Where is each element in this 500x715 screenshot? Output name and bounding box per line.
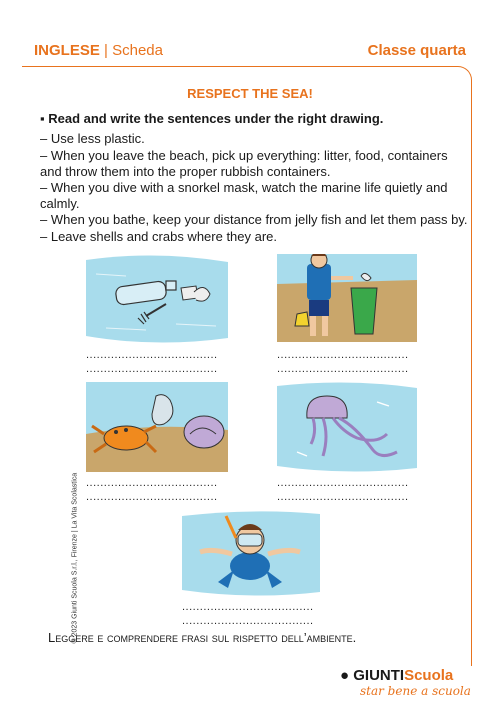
grade-label: Classe quarta (367, 42, 466, 59)
answer-line-3a[interactable]: ..................................... (86, 477, 218, 489)
answer-line-3b[interactable]: ..................................... (86, 491, 218, 503)
copyright-notice: © 2023 Giunti Scuola S.r.l., Firenze | La Vita Scolastica (71, 472, 79, 644)
plastic-drawing (86, 254, 228, 344)
answer-line-1a[interactable]: ..................................... (86, 349, 218, 361)
answer-line-2a[interactable]: ..................................... (277, 349, 409, 361)
sentence-4: – When you bathe, keep your distance from jelly fish and let them pass by. (40, 212, 468, 227)
sentence-1: – Use less plastic. (40, 131, 145, 146)
answer-line-5b[interactable]: ..................................... (182, 615, 314, 627)
header-separator: | (104, 42, 108, 59)
logo-icon: ● (340, 667, 350, 684)
answer-line-4a[interactable]: ..................................... (277, 477, 409, 489)
logo-name-b: Scuola (404, 667, 454, 684)
answer-line-1b[interactable]: ..................................... (86, 363, 218, 375)
subject-label: INGLESE (34, 42, 100, 59)
logo-tagline: star bene a scuola (360, 684, 471, 698)
learning-objective: Leggere e comprendere frasi sul rispetto dell’ambiente. (48, 630, 357, 645)
page-title: RESPECT THE SEA! (187, 86, 313, 101)
sheet-type: Scheda (112, 42, 163, 59)
instruction: ▪ Read and write the sentences under the right drawing. (40, 111, 384, 126)
sentence-2: – When you leave the beach, pick up everything: litter, food, containers and throw them into the proper rubbish containers. (40, 148, 448, 179)
logo-wordmark (340, 667, 471, 684)
sentence-5: – Leave shells and crabs where they are. (40, 229, 278, 244)
crab-shells-drawing (86, 382, 228, 472)
subject-header (34, 42, 163, 59)
publisher-logo (340, 667, 471, 698)
litter-drawing (277, 254, 417, 342)
answer-line-4b[interactable]: ..................................... (277, 491, 409, 503)
logo-name-a: GIUNTI (353, 667, 405, 684)
snorkeler-drawing (182, 508, 320, 596)
answer-line-5a[interactable]: ..................................... (182, 601, 314, 613)
answer-line-2b[interactable]: ..................................... (277, 363, 409, 375)
sentence-3: – When you dive with a snorkel mask, watch the marine life quietly and calmly. (40, 180, 448, 211)
jellyfish-drawing (277, 382, 417, 472)
